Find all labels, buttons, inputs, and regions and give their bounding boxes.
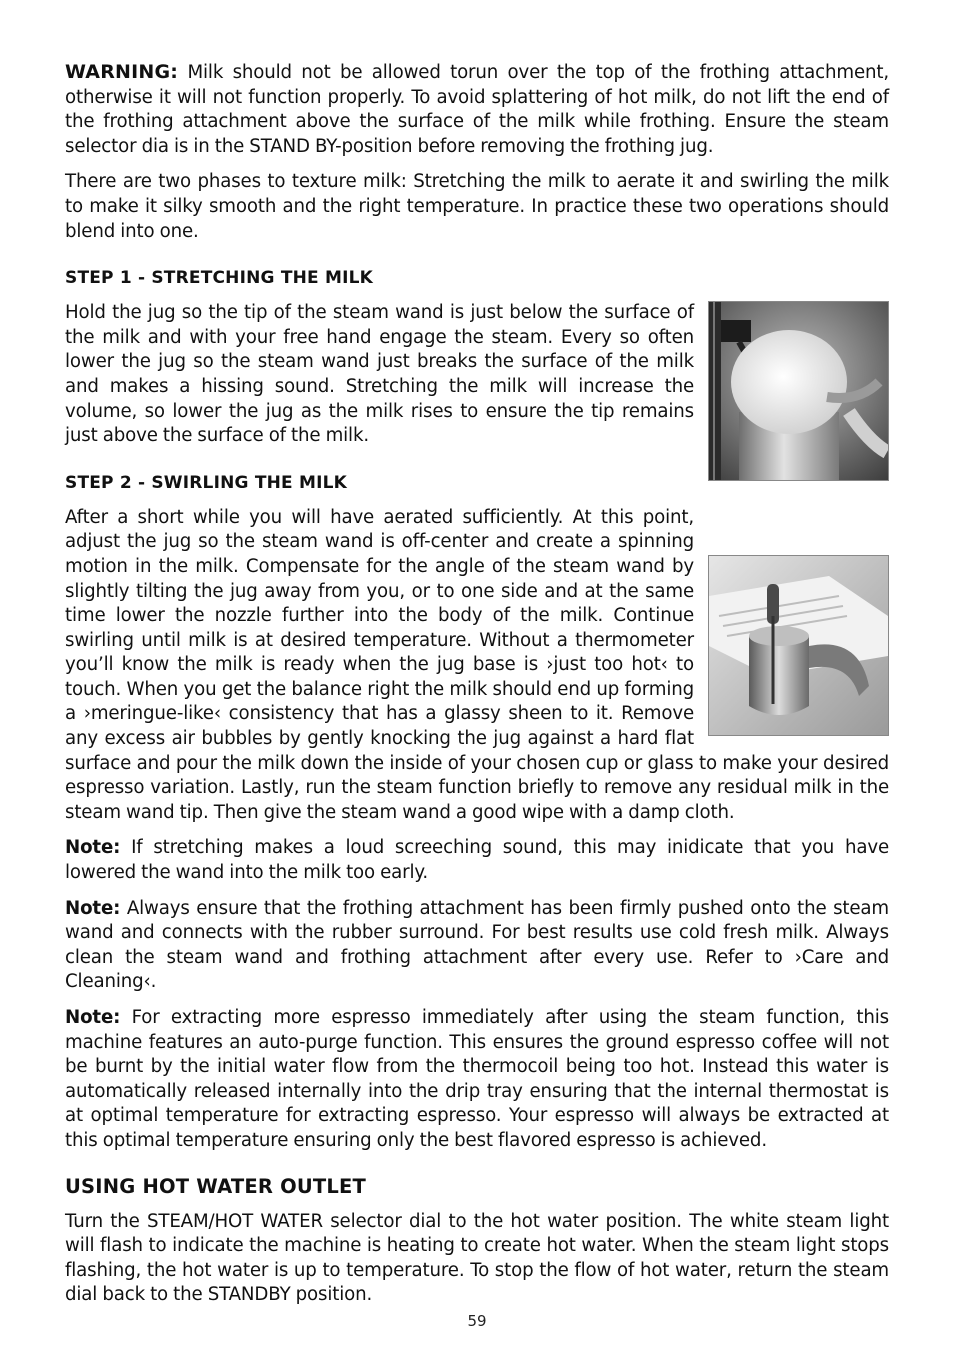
- step1-heading: STEP 1 - STRETCHING THE MILK: [65, 268, 374, 289]
- warning-label: WARNING:: [65, 61, 179, 83]
- note-text-2: Always ensure that the frothing attachment has been firmly pushed onto the steam wand and connects with the rubber surround. For best results use cold fresh milk. Always clean the steam wand and frothing attachment after every use. Refer to ›Care and Cleaning‹.: [65, 897, 889, 993]
- note-text-1: If stretching makes a loud screeching sound, this may inidicate that you have lowered the wand into the milk too early.: [65, 837, 889, 884]
- note-paragraph-3: [65, 1006, 889, 1154]
- note-text-3: For extracting more espresso immediately after using the steam function, this machine features an auto-purge function. This ensures the ground espresso coffee will not be burnt by the initial water flow from the thermocoil being too hot. Instead this water is automatically released internally into the drip tray ensuring that the internal thermostat is at optimal temperature for extracting espresso. Your espresso will always be extracted at this optimal temperature ensuring only the best flavored espresso is achieved.: [65, 1007, 889, 1151]
- swirling-milk-photo: [708, 555, 889, 736]
- stretching-milk-photo: [708, 301, 889, 481]
- note-label-1: Note:: [65, 837, 121, 859]
- warning-paragraph: [65, 60, 889, 159]
- step2-paragraph: After a short while you will have aerated sufficiently. At this point, adjust the jug so the steam wand is off-center and create a spinning motion in the milk. Compensate for the angle of the steam wand by slightly tilting the jug away from you, or to one side and at the same time lower the nozzle further into the body of the milk. Continue swirling until milk is at desired temperature. Without a thermometer you’ll know the milk is ready when the jug base is ›just too hot‹ to touch. When you get the balance right the milk should end up forming a ›meringue-like‹ consistency that has a glassy sheen to it. Remove any excess air bubbles by gently knocking the jug against a hard flat surface and pour the milk down the inside of your chosen cup or glass to make your desired espresso variation. Lastly, run the steam function briefly to remove any residual milk in the steam wand tip. Then give the steam wand a good wipe with a damp cloth.: [65, 506, 889, 823]
- step2-heading: STEP 2 - SWIRLING THE MILK: [65, 472, 348, 493]
- page-number: 59: [467, 1312, 487, 1330]
- warning-text: Milk should not be allowed torun over the top of the frothing attachment, otherwise it will not function properly. To avoid splattering of hot milk, do not lift the end of the frothing attachment above the surface of the milk while frothing. Ensure the steam selector dia is in the STAND BY-position before removing the frothing jug.: [65, 62, 889, 157]
- hot-water-heading: USING HOT WATER OUTLET: [65, 1174, 367, 1198]
- note-label-3: Note:: [65, 1007, 121, 1028]
- manual-page: [65, 60, 889, 1308]
- hot-water-paragraph: Turn the STEAM/HOT WATER selector dial to the hot water position. The white steam light will flash to indicate the machine is heating to create hot water. When the steam light stops flashing, the hot water is up to temperature. To stop the flow of hot water, return the steam dial back to the STANDBY position.: [65, 1210, 889, 1306]
- intro-paragraph: There are two phases to texture milk: Stretching the milk to aerate it and swirling the milk to make it silky smooth and the right temperature. In practice these two operations should blend into one.: [65, 171, 889, 242]
- note-label-2: Note:: [65, 897, 121, 919]
- step1-paragraph: Hold the jug so the tip of the steam wand is just below the surface of the milk and with your free hand engage the steam. Every so often lower the jug so the steam wand just breaks the surface of the milk and makes a hissing sound. Stretching the milk will increase the volume, so lower the jug as the milk rises to ensure the tip remains just above the surface of the milk.: [65, 302, 694, 447]
- note-paragraph-2: [65, 897, 889, 995]
- note-paragraph-1: [65, 836, 889, 885]
